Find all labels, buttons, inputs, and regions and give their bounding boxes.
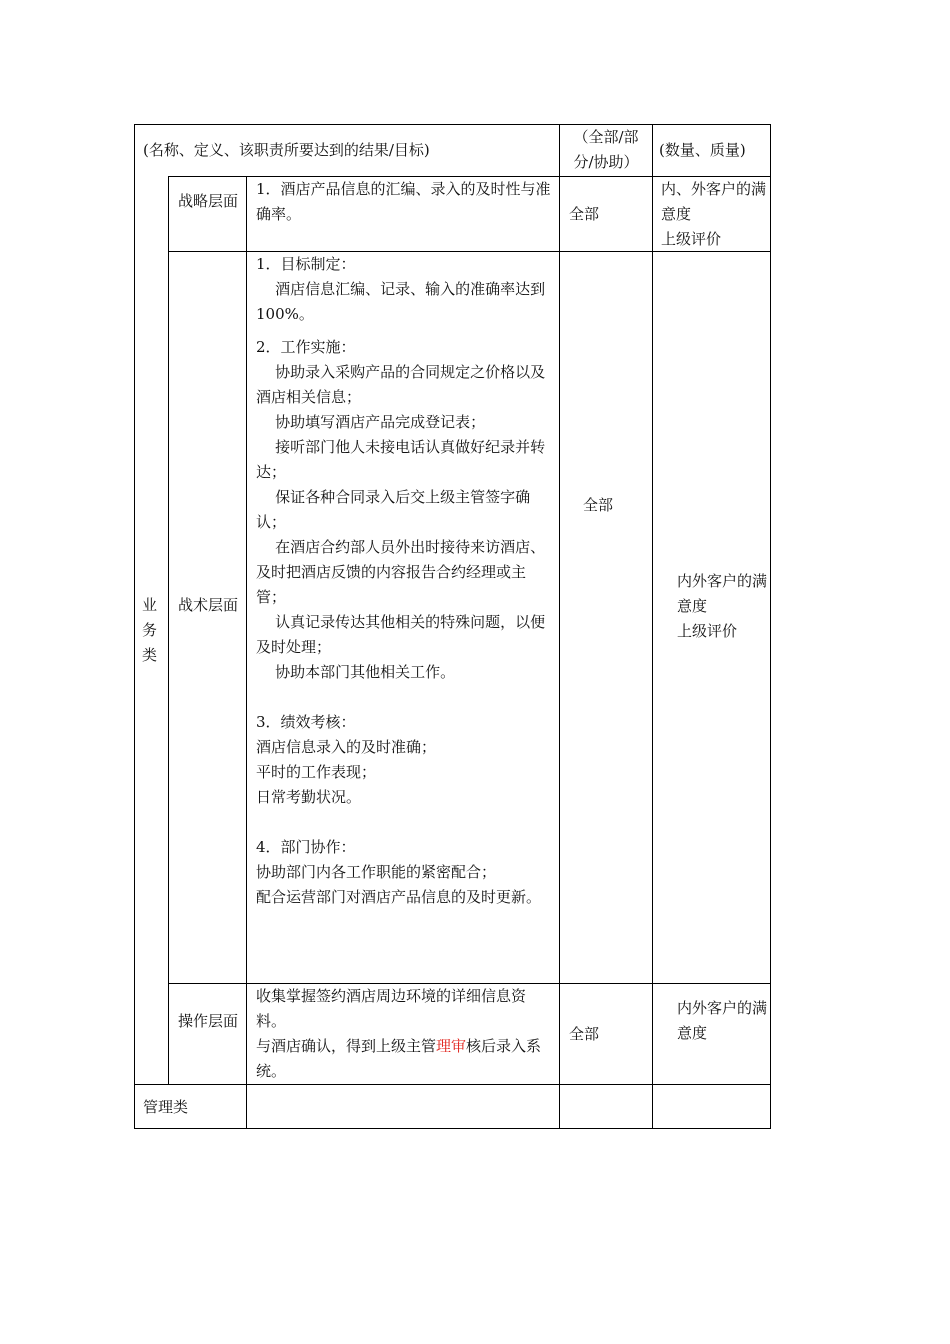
impl-item: 协助录入采购产品的合同规定之价格以及酒店相关信息； (256, 363, 546, 406)
impl-item: 协助本部门其他相关工作。 (256, 663, 456, 681)
operational-level: 操作层面 (178, 1012, 239, 1030)
impl-item: 在酒店合约部人员外出时接待来访酒店、及时把酒店反馈的内容报告合约经理或主管； (256, 538, 546, 606)
rule-bottom (134, 1128, 771, 1129)
tactical-level: 战术层面 (178, 596, 239, 614)
strategic-standard: 内、外客户的满意度 上级评价 (661, 180, 767, 248)
impl-item: 协助填写酒店产品完成登记表； (256, 413, 486, 431)
rule-left (134, 124, 135, 1129)
rule-category (168, 176, 169, 1085)
rule-scope (652, 124, 653, 1129)
strategic-content: 1．酒店产品信息的汇编、录入的及时性与准确率。 (256, 180, 551, 223)
impl-item: 接听部门他人未接电话认真做好纪录并转达； (256, 438, 546, 481)
impl-item: 认真记录传达其他相关的特殊问题，以便及时处理； (256, 613, 546, 656)
coop-title: 4．部门协作： (256, 838, 356, 856)
operational-standard: 内外客户的满意度 (677, 999, 768, 1042)
strategic-level: 战略层面 (178, 192, 239, 210)
operational-highlight: 理审 (436, 1037, 467, 1055)
goal-title: 1．目标制定： (256, 255, 356, 273)
operational-line-1: 收集掌握签约酒店周边环境的详细信息资料。 (256, 987, 527, 1030)
operational-scope: 全部 (569, 1025, 600, 1043)
strategic-scope: 全部 (569, 205, 600, 223)
tactical-scope: 全部 (583, 496, 614, 514)
impl-title: 2．工作实施： (256, 338, 356, 356)
perf-item: 日常考勤状况。 (256, 788, 362, 806)
operational-line-2a: 与酒店确认，得到上级主管 (256, 1037, 437, 1055)
perf-title: 3．绩效考核： (256, 713, 356, 731)
operational-line-2b: 核后录入系统。 (256, 1037, 542, 1080)
perf-item: 酒店信息录入的及时准确； (256, 738, 437, 756)
rule-top (134, 124, 771, 125)
rule-business-bottom (134, 1084, 771, 1085)
coop-item: 协助部门内各工作职能的紧密配合； (256, 863, 497, 881)
impl-item: 保证各种合同录入后交上级主管签字确认； (256, 488, 531, 531)
header-standard: (数量、质量) (659, 141, 746, 159)
rule-level (246, 176, 247, 1129)
tactical-content (256, 252, 554, 910)
operational-content (256, 984, 554, 1084)
header-scope: （全部/部分/协助） (573, 128, 639, 171)
header-duty-desc: (名称、定义、该职责所要达到的结果/目标) (143, 141, 430, 159)
coop-item: 配合运营部门对酒店产品信息的及时更新。 (256, 888, 542, 906)
perf-item: 平时的工作表现； (256, 763, 377, 781)
tactical-standard: 内外客户的满意度 上级评价 (677, 572, 768, 640)
goal-text: 酒店信息汇编、记录、输入的准确率达到100%。 (256, 280, 546, 323)
operational-line-2 (256, 1034, 554, 1084)
rule-right (770, 124, 771, 1129)
management-category-label: 管理类 (143, 1098, 189, 1116)
business-category-label: 业务类 (142, 596, 158, 664)
rule-content (559, 124, 560, 1129)
